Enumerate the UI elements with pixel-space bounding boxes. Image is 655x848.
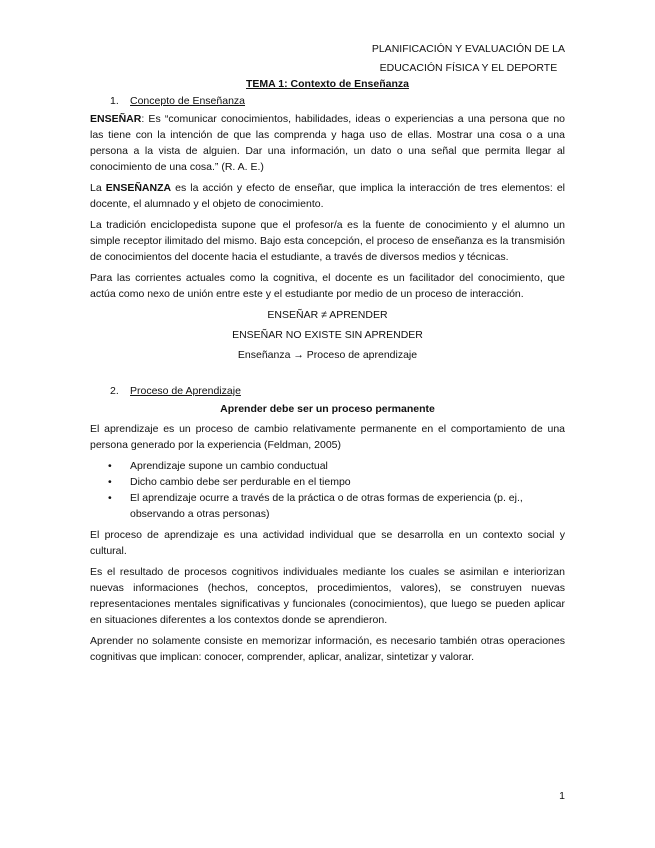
header-line-1: PLANIFICACIÓN Y EVALUACIÓN DE LA xyxy=(371,43,565,55)
section-spacer xyxy=(90,367,565,381)
paragraph-aprendizaje-definicion: El aprendizaje es un proceso de cambio relativamente permanente en el comportamiento de una persona generado por la experiencia (Feldman, 2005) xyxy=(90,423,565,451)
paragraph-tradicion: La tradición enciclopedista supone que el profesor/a es la fuente de conocimiento y el alumno un simple receptor ilimitado del mismo. Bajo esta concepción, el proceso de enseñanza es la transmisión de conocimientos del docente hacia el estudiante, a través de diversos medios y técnicas. xyxy=(90,219,565,263)
bullet-icon: • xyxy=(108,492,112,504)
list-item xyxy=(108,474,565,490)
section-1-heading xyxy=(110,95,565,107)
section-2-number: 2. xyxy=(110,385,119,397)
statement-1-right: APRENDER xyxy=(329,309,388,321)
list-item-text: Dicho cambio debe ser perdurable en el tiempo xyxy=(130,476,351,488)
statement-ensenanza-proceso xyxy=(90,347,565,363)
section-2-heading xyxy=(110,385,565,397)
statement-1-left: ENSEÑAR xyxy=(267,309,319,321)
arrow-right-icon: → xyxy=(293,349,304,361)
term-ensenanza: ENSEÑANZA xyxy=(105,182,172,194)
paragraph-actividad-individual: El proceso de aprendizaje es una actividad individual que se desarrolla en un contexto social y cultural. xyxy=(90,529,565,557)
list-item-text: El aprendizaje ocurre a través de la práctica o de otras formas de experiencia (p. ej., observando a otras personas) xyxy=(130,492,523,520)
section-2-subtitle: Aprender debe ser un proceso permanente xyxy=(220,403,435,415)
paragraph-aprender-no-solamente: Aprender no solamente consiste en memorizar información, es necesario también otras operaciones cognitivas que implican: conocer, comprender, aplicar, analizar, sintetizar y valorar. xyxy=(90,635,565,663)
list-item xyxy=(108,458,565,474)
aprendizaje-bullet-list xyxy=(90,458,565,522)
definition-ensenar-text: : Es “comunicar conocimientos, habilidades, ideas o experiencias a una persona que no las tiene con la intención de que las comprenda y haga uso de ellas. Mostrar una cosa o a una persona a la vista de alguien. Dar una información, un dato o una señal que permita llegar al conocimiento de una cosa.” (R. A. E.) xyxy=(90,113,565,173)
definition-ensenar xyxy=(90,111,565,175)
header-line-2: EDUCACIÓN FÍSICA Y EL DEPORTE xyxy=(379,62,558,74)
paragraph-corrientes: Para las corrientes actuales como la cognitiva, el docente es un facilitador del conocimiento, que actúa como nexo de unión entre este y el estudiante por medio de un proceso de interacción. xyxy=(90,272,565,300)
bullet-icon: • xyxy=(108,460,112,472)
paragraph-procesos-cognitivos: Es el resultado de procesos cognitivos individuales mediante los cuales se asimilan e interiorizan nuevas informaciones (hechos, conceptos, procedimientos, valores), se construyen nuevas representaciones mentales significativas y funcionales (conocimientos), que luego se pueden aplicar en situaciones diferentes a los contextos donde se aprendieron. xyxy=(90,566,565,626)
definition-ensenanza-pre: La xyxy=(90,182,106,194)
section-1-number: 1. xyxy=(110,95,119,107)
definition-ensenanza-text: es la acción y efecto de enseñar, que implica la interacción de tres elementos: el docente, el alumnado y el objeto de conocimiento. xyxy=(90,182,565,210)
statement-ensenar-no-existe: ENSEÑAR NO EXISTE SIN APRENDER xyxy=(232,329,423,341)
statement-3-right: Proceso de aprendizaje xyxy=(306,349,418,361)
term-ensenar: ENSEÑAR xyxy=(90,113,142,125)
document-body xyxy=(90,78,565,670)
statement-ensenar-not-aprender xyxy=(90,307,565,323)
section-1-label: Concepto de Enseñanza xyxy=(130,95,246,107)
page-number: 1 xyxy=(559,790,565,802)
document-title: TEMA 1: Contexto de Enseñanza xyxy=(246,78,409,90)
page-header xyxy=(372,40,565,78)
list-item-text: Aprendizaje supone un cambio conductual xyxy=(130,460,328,472)
statement-3-left: Enseñanza xyxy=(237,349,291,361)
bullet-icon: • xyxy=(108,476,112,488)
not-equal-icon: ≠ xyxy=(321,309,327,321)
list-item xyxy=(108,490,565,522)
section-2-label: Proceso de Aprendizaje xyxy=(130,385,241,397)
definition-ensenanza xyxy=(90,180,565,212)
